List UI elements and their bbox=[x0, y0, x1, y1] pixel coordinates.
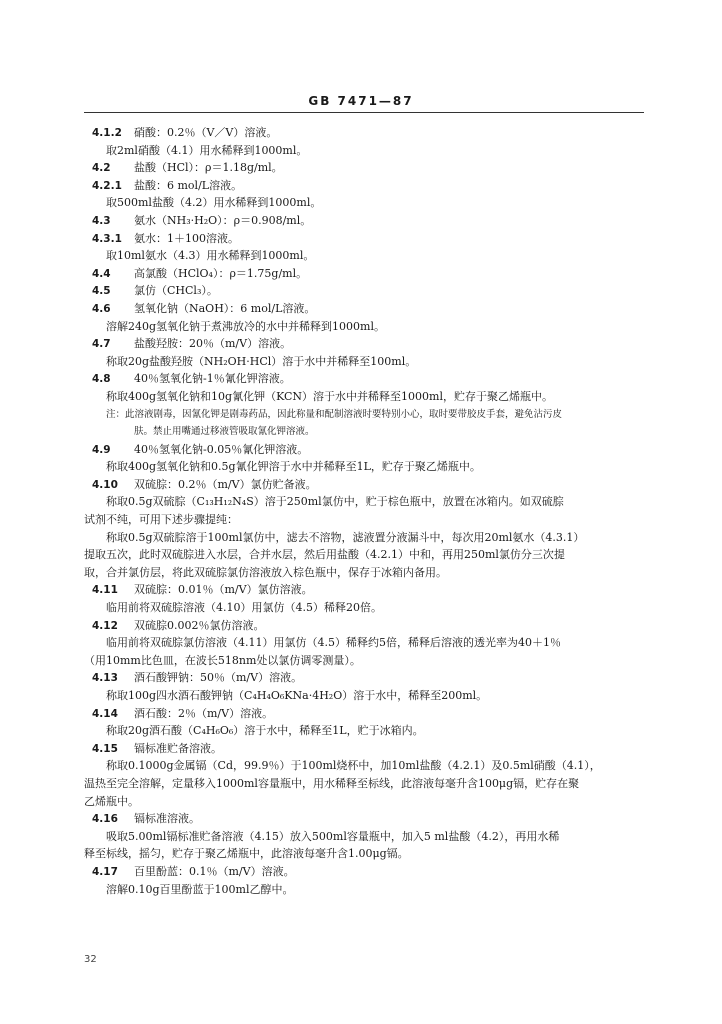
line-text: 百里酚蓝：0.1％（m/V）溶液。 bbox=[134, 864, 295, 878]
line-text: 释至标线，摇匀，贮存于聚乙烯瓶中，此溶液每毫升含1.00μg镉。 bbox=[84, 847, 409, 861]
line-text: 氨水（NH₃·H₂O）：ρ＝0.908/ml。 bbox=[134, 213, 312, 227]
body-line bbox=[84, 793, 644, 811]
line-text: 氨水：1＋100溶液。 bbox=[134, 231, 239, 245]
clause-heading bbox=[84, 282, 644, 300]
body-line bbox=[84, 881, 644, 899]
clause-heading bbox=[84, 581, 644, 599]
clause-number: 4.11 bbox=[92, 584, 118, 597]
body-line bbox=[84, 546, 644, 564]
line-text: 双硫腙：0.01％（m/V）氯仿溶液。 bbox=[134, 583, 313, 597]
body-line bbox=[84, 511, 644, 529]
line-text: 吸取5.00ml镉标准贮备溶液（4.15）放入500ml容量瓶中，加入5 ml盐酸（4.2），再用水稀 bbox=[106, 829, 560, 843]
clause-number: 4.2 bbox=[92, 162, 111, 175]
clause-number: 4.14 bbox=[92, 707, 118, 720]
clause-number: 4.17 bbox=[92, 865, 118, 878]
line-text: 盐酸：6 mol/L溶液。 bbox=[134, 178, 243, 192]
body-line bbox=[84, 634, 644, 652]
body-line bbox=[84, 564, 644, 582]
clause-number: 4.12 bbox=[92, 619, 118, 632]
clause-number: 4.10 bbox=[92, 478, 118, 491]
body-line bbox=[84, 388, 644, 406]
clause-number: 4.4 bbox=[92, 267, 111, 280]
clause-heading bbox=[84, 335, 644, 353]
line-text: 40％氢氧化钠-1％氰化钾溶液。 bbox=[134, 372, 291, 386]
line-text: 氯仿（CHCl₃）。 bbox=[134, 284, 218, 298]
body-line bbox=[84, 247, 644, 265]
body-line bbox=[84, 529, 644, 547]
clause-number: 4.13 bbox=[92, 672, 118, 685]
line-text: 肤。禁止用嘴通过移液管吸取氰化钾溶液。 bbox=[134, 426, 315, 438]
line-text: 取2ml硝酸（4.1）用水稀释到1000ml。 bbox=[106, 143, 308, 157]
clause-number: 4.8 bbox=[92, 373, 111, 386]
body-line bbox=[84, 687, 644, 705]
line-text: 临用前将双硫腙溶液（4.10）用氯仿（4.5）稀释20倍。 bbox=[106, 601, 382, 615]
line-text: 称取20g酒石酸（C₄H₆O₆）溶于水中，稀释至1L，贮于冰箱内。 bbox=[106, 724, 424, 738]
line-text: 高氯酸（HClO₄）：ρ＝1.75g/ml。 bbox=[134, 266, 308, 280]
line-text: 40％氢氧化钠-0.05％氰化钾溶液。 bbox=[134, 442, 309, 456]
line-text: 溶解240g氢氧化钠于煮沸放冷的水中并稀释到1000ml。 bbox=[106, 319, 385, 333]
line-text: 酒石酸：2％（m/V）溶液。 bbox=[134, 706, 274, 720]
body-line bbox=[84, 775, 644, 793]
line-text: 双硫腙0.002％氯仿溶液。 bbox=[134, 618, 265, 632]
body-line bbox=[84, 142, 644, 160]
line-text: 温热至完全溶解，定量移入1000ml容量瓶中，用水稀释至标线，此溶液每毫升含100μg镉，贮存在聚 bbox=[84, 776, 580, 790]
line-text: 称取100g四水酒石酸钾钠（C₄H₄O₆KNa·4H₂O）溶于水中，稀释至200ml。 bbox=[106, 689, 488, 702]
line-text: 临用前将双硫腙氯仿溶液（4.11）用氯仿（4.5）稀释约5倍，稀释后溶液的透光率为40＋1％ bbox=[106, 636, 561, 650]
clause-heading bbox=[84, 441, 644, 459]
clause-heading bbox=[84, 617, 644, 635]
clause-number: 4.16 bbox=[92, 813, 118, 826]
clause-heading bbox=[84, 177, 644, 195]
clause-number: 4.3 bbox=[92, 214, 111, 227]
line-text: 称取20g盐酸羟胺（NH₂OH·HCl）溶于水中并稀释至100ml。 bbox=[106, 354, 417, 368]
clause-heading bbox=[84, 810, 644, 828]
clause-number: 4.9 bbox=[92, 443, 111, 456]
line-text: 硝酸：0.2％（V／V）溶液。 bbox=[134, 126, 278, 139]
clause-heading bbox=[84, 705, 644, 723]
clause-heading bbox=[84, 230, 644, 248]
body-line bbox=[84, 194, 644, 212]
clause-heading bbox=[84, 669, 644, 687]
clause-heading bbox=[84, 476, 644, 494]
body-line bbox=[84, 757, 644, 775]
line-text: 称取0.1000g金属镉（Cd，99.9％）于100ml烧杯中，加10ml盐酸（4.2.1）及0.5ml硝酸（4.1）， bbox=[106, 759, 601, 773]
clause-number: 4.7 bbox=[92, 338, 111, 351]
note-text bbox=[84, 406, 644, 424]
line-text: 镉标准贮备溶液。 bbox=[134, 741, 222, 755]
clause-heading bbox=[84, 159, 644, 177]
line-text: 注：此溶液剧毒，因氰化钾是剧毒药品，因此称量和配制溶液时要特别小心，取时要带胶皮手套，避免沾污皮 bbox=[106, 408, 563, 420]
line-text: 镉标准溶液。 bbox=[134, 812, 200, 826]
line-text: （用10mm比色皿，在波长518nm处以氯仿调零测量）。 bbox=[84, 653, 361, 667]
clause-heading bbox=[84, 265, 644, 283]
document-body bbox=[84, 124, 644, 898]
clause-heading bbox=[84, 300, 644, 318]
clause-number: 4.3.1 bbox=[92, 232, 122, 245]
body-line bbox=[84, 599, 644, 617]
body-line bbox=[84, 722, 644, 740]
line-text: 称取0.5g双硫腙溶于100ml氯仿中，滤去不溶物，滤液置分液漏斗中，每次用20ml氨水（4.3.1） bbox=[106, 530, 585, 544]
line-text: 盐酸（HCl）：ρ＝1.18g/ml。 bbox=[134, 161, 283, 175]
line-text: 双硫腙：0.2％（m/V）氯仿贮备液。 bbox=[134, 477, 317, 491]
header-rule bbox=[84, 112, 644, 113]
line-text: 提取五次，此时双硫腙进入水层，合并水层，然后用盐酸（4.2.1）中和，再用250ml氯仿分三次提 bbox=[84, 548, 565, 562]
line-text: 称取400g氢氧化钠和0.5g氰化钾溶于水中并稀释至1L，贮存于聚乙烯瓶中。 bbox=[106, 460, 481, 474]
clause-number: 4.15 bbox=[92, 742, 118, 755]
standard-header: GB 7471—87 bbox=[308, 94, 414, 108]
body-line bbox=[84, 458, 644, 476]
note-text bbox=[84, 423, 644, 441]
body-line bbox=[84, 318, 644, 336]
line-text: 氢氧化钠（NaOH）：6 mol/L溶液。 bbox=[134, 301, 316, 315]
body-line bbox=[84, 353, 644, 371]
body-line bbox=[84, 828, 644, 846]
line-text: 称取0.5g双硫腙（C₁₃H₁₂N₄S）溶于250ml氯仿中，贮于棕色瓶中，放置在冰箱内。如双硫腙 bbox=[106, 495, 564, 509]
body-line bbox=[84, 652, 644, 670]
body-line bbox=[84, 493, 644, 511]
line-text: 盐酸羟胺：20％（m/V）溶液。 bbox=[134, 337, 292, 351]
body-line bbox=[84, 845, 644, 863]
clause-heading bbox=[84, 370, 644, 388]
page-number: 32 bbox=[84, 954, 97, 965]
clause-number: 4.6 bbox=[92, 302, 111, 315]
line-text: 称取400g氢氧化钠和10g氰化钾（KCN）溶于水中并稀释至1000ml，贮存于聚乙烯瓶中。 bbox=[106, 389, 553, 403]
line-text: 乙烯瓶中。 bbox=[84, 794, 139, 808]
clause-heading bbox=[84, 863, 644, 881]
clause-number: 4.2.1 bbox=[92, 179, 122, 192]
clause-number: 4.5 bbox=[92, 285, 111, 298]
line-text: 取，合并氯仿层，将此双硫腙氯仿溶液放入棕色瓶中，保存于冰箱内备用。 bbox=[84, 565, 447, 579]
line-text: 取500ml盐酸（4.2）用水稀释到1000ml。 bbox=[106, 196, 322, 210]
clause-heading bbox=[84, 212, 644, 230]
clause-heading bbox=[84, 124, 644, 142]
line-text: 酒石酸钾钠：50％（m/V）溶液。 bbox=[134, 671, 303, 685]
clause-number: 4.1.2 bbox=[92, 127, 122, 139]
clause-heading bbox=[84, 740, 644, 758]
line-text: 溶解0.10g百里酚蓝于100ml乙醇中。 bbox=[106, 882, 294, 896]
line-text: 试剂不纯，可用下述步骤提纯： bbox=[84, 513, 238, 527]
line-text: 取10ml氨水（4.3）用水稀释到1000ml。 bbox=[106, 249, 315, 263]
